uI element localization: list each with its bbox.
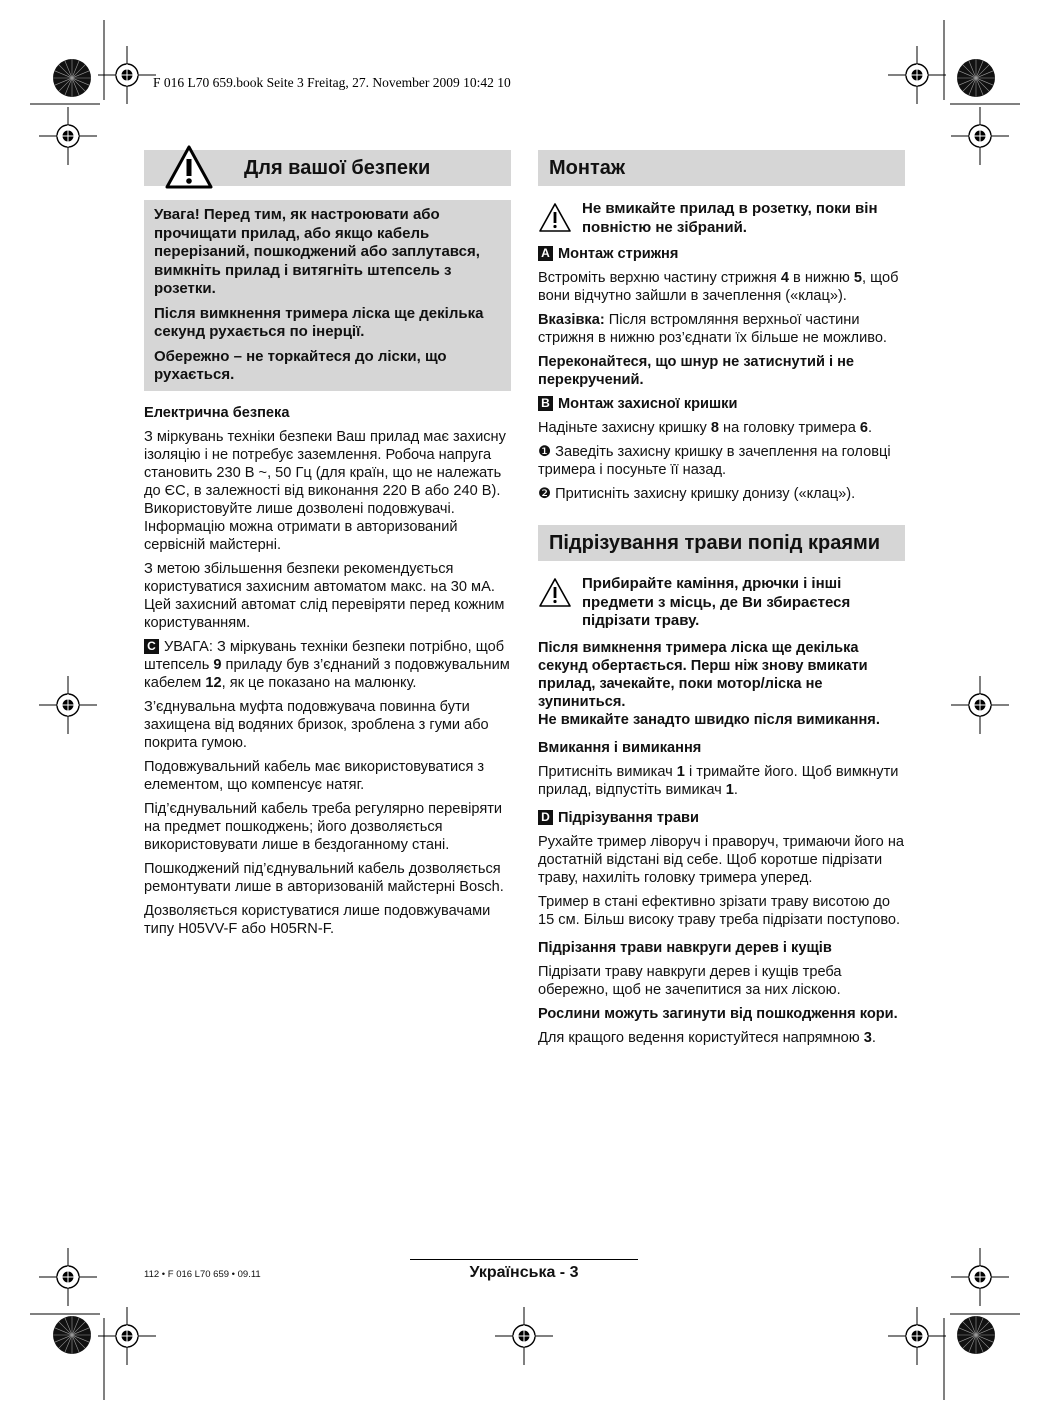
warning-text-2: Після вимкнення тримера ліска ще декілька секунд рухається по інерції. [154,304,484,340]
edge-warning [538,575,905,631]
warning-icon [538,202,572,233]
paragraph: Подовжувальний кабель має використовуватися з елементом, що компенсує натяг. [144,758,485,793]
paragraph: Надіньте захисну кришку 8 на головку тримера 6. [538,420,873,436]
ref-number: 4 [780,270,789,286]
edge-trimming-title: Підрізування трави попід краями [549,531,881,554]
ref-number: 6 [859,420,869,436]
paragraph-c [144,638,511,692]
paragraph: Для кращого ведення користуйтеся напрямною 3. [538,1029,876,1046]
text: УВАГА: З міркувань техніки безпеки потрібно, щоб штепсель [144,638,505,673]
ref-number: 1 [676,763,685,780]
step-1: ❶ Заведіть захисну кришку в зачеплення на головці тримера і посуньте її назад. [538,444,891,478]
footer-document-code: 112 • F 016 L70 659 • 09.11 [144,1269,261,1280]
ref-number: 5 [853,270,863,286]
ref-number: 3 [863,1029,872,1046]
paragraph: Під’єднувальний кабель треба регулярно перевіряти на предмет пошкоджень; його дозволяється використовувати лише в бездоганному стані. [144,800,503,853]
figure-a-label: A [538,246,553,261]
paragraph: Тример в стані ефективно зрізати траву висотою до 15 см. Більш високу траву треба підрізати поступово. [538,893,901,928]
paragraph: Притисніть вимикач 1 і тримайте його. Щоб вимкнути прилад, відпустіть вимикач 1. [538,763,899,798]
figure-d-label: D [538,810,553,825]
grass-trimming-heading: D Підрізування трави [538,809,905,827]
figure-b-label: B [538,396,553,411]
warning-icon [164,144,214,190]
note-paragraph: Вказівка: Після встромляння верхньої частини стрижня в нижню роз’єднати їх більше не можливо. [538,312,887,346]
safety-title: Для вашої безпеки [244,156,431,179]
montage-title: Монтаж [549,156,626,179]
montage-section-header [538,150,905,186]
montage-warning [538,200,905,237]
safety-warning-box [144,200,511,391]
bold-paragraph: Після вимкнення тримера ліска ще декілька секунд обертається. Перш ніж знову вмикати прилад, зачекайте, поки мотор/ліска не зупиниться. [538,639,868,710]
footer-page-label: Українська - 3 [469,1264,579,1281]
paragraph: З метою збільшення безпеки рекомендується користуватися захисним автоматом макс. на 30 мА. Цей захисний автомат слід перевіряти перед кожним користуванням. [144,560,505,631]
ref-number: 1 [725,781,734,798]
paragraph: З міркувань техніки безпеки Ваш прилад має захисну ізоляцію і не потребує заземлення. Робоча напруга становить 230 В ~, 50 Гц (для країн, що не належать до ЄС, в залежності від виконання 220 В або 240 В). Використовуйте лише дозволені подовжувачі. Інформацію можна отримати в авторизований сервісній майстерні. [144,428,506,553]
paragraph: Дозволяється користуватися лише подовжувачами типу H05VV-F або H05RN-F. [144,902,491,937]
right-column [538,150,905,1053]
text: , як це показано на малюнку. [221,674,417,691]
note-label: Вказівка: [538,312,605,328]
bold-paragraph: Не вмикайте занадто швидко після вимикання. [538,711,880,728]
paragraph: Рухайте тример ліворуч і праворуч, тримаючи його на достатній відстані від себе. Щоб коротше підрізати траву, нахиліть головку тримера уперед. [538,833,905,886]
step-2: ❷ Притисніть захисну кришку донизу («клац»). [538,486,856,502]
on-off-heading: Вмикання і вимикання [538,739,702,756]
edge-trimming-section-header [538,525,905,561]
edge-warning-text: Прибирайте каміння, дрючки і інші предмети з місць, де Ви збираєтеся підрізати траву. [582,575,851,629]
paragraph: Пошкоджений під’єднувальний кабель дозволяється ремонтувати лише в авторизованій майстерні Bosch. [144,860,504,895]
ref-number: 12 [205,674,222,691]
warning-text-1: Увага! Перед тим, як настроювати або прочищати прилад, або якщо кабель перерізаний, пошкоджений або заплутався, вимкніть прилад і витягніть штепсель з розетки. [154,206,480,297]
text: приладу був з’єднаний з подовжувальним кабелем [144,656,510,691]
paragraph: З’єднувальна муфта подовжувача повинна бути захищена від водяних бризок, зроблена з гуми або покрита гумою. [144,698,489,751]
ref-number: 8 [710,420,719,436]
warning-text-3: Обережно – не торкайтеся до ліски, що рухається. [154,347,447,383]
shaft-assembly-heading: A Монтаж стрижня [538,245,905,263]
print-header: F 016 L70 659.book Seite 3 Freitag, 27. November 2009 10:42 10 [153,75,511,90]
bold-paragraph: Переконайтеся, що шнур не затиснутий і не перекручений. [538,354,855,388]
montage-warning-text: Не вмикайте прилад в розетку, поки він повністю не зібраний. [582,200,878,236]
safety-section-header [144,150,511,186]
figure-c-label: C [144,639,159,654]
warning-icon [538,577,572,608]
ref-number: 9 [213,656,222,673]
footer-divider [410,1259,638,1260]
paragraph: Підрізати траву навкруги дерев і кущів треба обережно, щоб не зачепитися за них ліскою. [538,963,842,998]
guard-assembly-heading: B Монтаж захисної кришки [538,395,905,413]
trees-heading: Підрізання трави навкруги дерев і кущів [538,939,832,956]
paragraph: Встроміть верхню частину стрижня 4 в нижню 5, щоб вони відчутно зайшли в зачеплення («клац»). [538,270,899,304]
bold-paragraph: Рослини можуть загинути від пошкодження кори. [538,1005,898,1022]
left-column [144,150,511,944]
electrical-safety-heading: Електрична безпека [144,404,290,421]
